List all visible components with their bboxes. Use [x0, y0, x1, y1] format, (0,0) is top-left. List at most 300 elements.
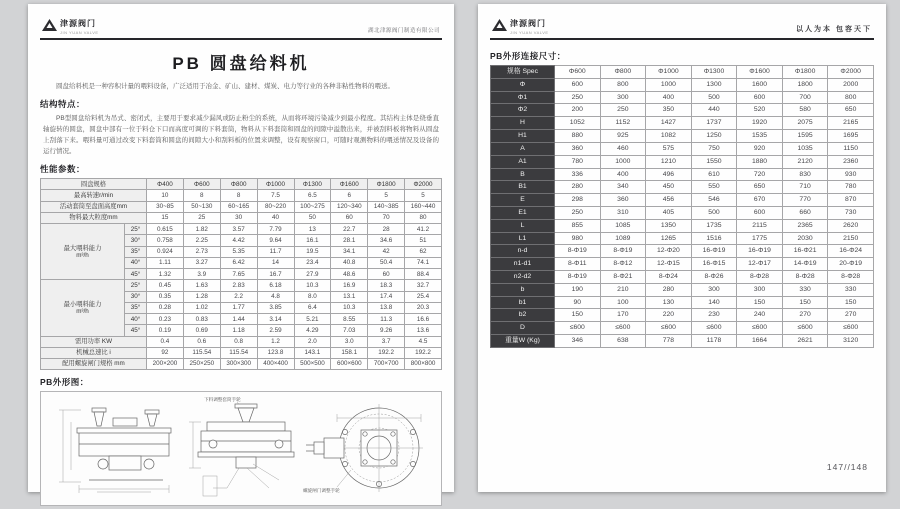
data-cell: 500	[691, 206, 737, 219]
data-cell: 770	[782, 194, 828, 207]
data-cell: 1695	[828, 130, 874, 143]
table-row	[491, 104, 874, 117]
data-cell: 330	[782, 283, 828, 296]
dimensions-heading: PB外形连接尺寸：	[490, 51, 566, 61]
data-cell: 140~385	[368, 201, 405, 212]
data-cell: 34.1	[331, 246, 368, 257]
column-header: Φ1000	[646, 66, 692, 79]
data-cell: 40.8	[331, 257, 368, 268]
table-row	[491, 168, 874, 181]
data-cell: 0.758	[147, 235, 184, 246]
data-cell: 6.5	[294, 190, 331, 201]
row-header: 配用螺旋闸门规格 mm	[41, 358, 147, 369]
row-header: E1	[491, 206, 555, 219]
row-header: b	[491, 283, 555, 296]
row-header: b1	[491, 296, 555, 309]
data-cell: 50~130	[183, 201, 220, 212]
data-cell: 610	[691, 168, 737, 181]
data-cell: 1.77	[220, 302, 257, 313]
data-cell: 1035	[782, 142, 828, 155]
data-cell: 800	[600, 78, 646, 91]
data-cell: 50	[294, 212, 331, 223]
data-cell: 100~275	[294, 201, 331, 212]
data-cell: 8-Φ12	[600, 258, 646, 271]
table-row	[491, 296, 874, 309]
data-cell: 13	[294, 224, 331, 235]
data-cell: 340	[600, 181, 646, 194]
data-cell: 2150	[828, 232, 874, 245]
data-cell: 2000	[828, 78, 874, 91]
row-header: 最高转速r/min	[41, 190, 147, 201]
row-header: A	[491, 142, 555, 155]
data-cell: 100	[600, 296, 646, 309]
data-cell: 5.21	[294, 314, 331, 325]
data-cell: 190	[555, 283, 601, 296]
intro-paragraph: 圆盘给料机是一种容积计量的喂料设备，广泛适用于冶金、矿山、建材、煤炭、电力等行业的各种非粘性物料的喂送。	[56, 83, 394, 90]
data-cell: 4.8	[257, 291, 294, 302]
data-cell: 730	[828, 206, 874, 219]
data-cell: ≤600	[646, 322, 692, 335]
data-cell: 360	[555, 142, 601, 155]
data-cell: 405	[646, 206, 692, 219]
data-cell: 23.4	[294, 257, 331, 268]
drawing-annotation-right: 螺旋闸门调整手轮	[303, 488, 340, 494]
features-paragraph: PB型圆盘给料机为吊式、密闭式，主要用于要求减少漏风或防止粉尘的系统，从而将环境污染减少到最小程度。其结构主体是绕垂直轴旋转的圆盘，圆盘中部有一位于料仓下口而高度可调的下料套筒，物料从下料套筒和圆盘的间隙中溢散出来，并被刮料板将物料从圆盘上刮落下来。喂料量可通过改变下料套筒和圆盘的间隙大小和刮料板的位置来调整，设有观察窗口，可随时观测物料的喂送情况及设备的运行情况。	[43, 115, 439, 156]
data-cell: 270	[828, 309, 874, 322]
data-cell: 925	[600, 130, 646, 143]
data-cell: 16.6	[405, 314, 442, 325]
data-cell: 6.18	[257, 280, 294, 291]
data-cell: 120~340	[331, 201, 368, 212]
data-cell: 460	[600, 142, 646, 155]
data-cell: 60	[368, 269, 405, 280]
data-cell: 13.6	[405, 325, 442, 336]
data-cell: 1.63	[183, 280, 220, 291]
logo-subtext: JIN YUAN VALVE	[60, 30, 99, 35]
angle-cell: 25°	[125, 280, 147, 291]
data-cell: 12-Φ17	[737, 258, 783, 271]
data-cell: 700	[782, 91, 828, 104]
data-cell: 2.73	[183, 246, 220, 257]
data-cell: 280	[646, 283, 692, 296]
data-cell: 650	[737, 181, 783, 194]
table-row	[491, 219, 874, 232]
data-cell: 30~85	[147, 201, 184, 212]
data-cell: 28.1	[331, 235, 368, 246]
data-cell: 80~220	[257, 201, 294, 212]
data-cell: 0.35	[147, 291, 184, 302]
data-cell: 670	[737, 194, 783, 207]
data-cell: 70	[368, 212, 405, 223]
data-cell: 16-Φ19	[691, 245, 737, 258]
data-cell: 2030	[782, 232, 828, 245]
data-cell: 8-Φ28	[782, 271, 828, 284]
data-cell: 150	[555, 309, 601, 322]
data-cell: 5	[368, 190, 405, 201]
logo-triangle-icon	[42, 19, 57, 31]
performance-heading: 性能参数：	[40, 164, 86, 175]
data-cell: 210	[600, 283, 646, 296]
table-row	[491, 130, 874, 143]
data-cell: 92	[147, 347, 184, 358]
row-header: n2-d2	[491, 271, 555, 284]
table-row	[41, 280, 442, 291]
column-header: Φ600	[555, 66, 601, 79]
data-cell: 1.11	[147, 257, 184, 268]
data-cell: 62	[405, 246, 442, 257]
data-cell: 1150	[828, 142, 874, 155]
data-cell: 8.0	[294, 291, 331, 302]
table-row	[491, 91, 874, 104]
data-cell: 1427	[646, 117, 692, 130]
data-cell: 520	[737, 104, 783, 117]
data-cell: 2365	[782, 219, 828, 232]
data-cell: 3.27	[183, 257, 220, 268]
data-cell: 3.0	[331, 336, 368, 347]
data-cell: ≤600	[828, 322, 874, 335]
data-cell: 2360	[828, 155, 874, 168]
data-cell: 2620	[828, 219, 874, 232]
data-cell: 3.7	[368, 336, 405, 347]
column-header: Φ800	[600, 66, 646, 79]
data-cell: 1.2	[257, 336, 294, 347]
data-cell: 34.6	[368, 235, 405, 246]
data-cell: 3120	[828, 335, 874, 348]
page-header	[40, 10, 442, 40]
data-cell: 30	[220, 212, 257, 223]
row-header: 物料最大粒度mm	[41, 212, 147, 223]
brand-logo	[42, 14, 99, 35]
catalog-page-left	[28, 4, 454, 492]
logo-subtext: JIN YUAN VALVE	[510, 30, 549, 35]
table-row	[491, 142, 874, 155]
data-cell: 41.2	[405, 224, 442, 235]
angle-cell: 30°	[125, 291, 147, 302]
data-cell: 855	[555, 219, 601, 232]
data-cell: 2621	[782, 335, 828, 348]
table-row	[491, 232, 874, 245]
table-row	[491, 181, 874, 194]
data-cell: 8-Φ19	[555, 271, 601, 284]
data-cell: 16.1	[294, 235, 331, 246]
table-row	[491, 206, 874, 219]
data-cell: 8-Φ28	[737, 271, 783, 284]
logo-triangle-icon	[492, 19, 507, 31]
data-cell: 800×800	[405, 358, 442, 369]
data-cell: 1085	[600, 219, 646, 232]
data-cell: 880	[555, 130, 601, 143]
data-cell: 2.0	[294, 336, 331, 347]
table-row	[491, 245, 874, 258]
data-cell: 2075	[782, 117, 828, 130]
data-cell: 16-Φ24	[828, 245, 874, 258]
data-cell: 150	[828, 296, 874, 309]
data-cell: 8-Φ21	[600, 271, 646, 284]
angle-cell: 30°	[125, 235, 147, 246]
data-cell: 8-Φ11	[555, 258, 601, 271]
data-cell: 9.64	[257, 235, 294, 246]
data-cell: 4.42	[220, 235, 257, 246]
data-cell: 580	[782, 104, 828, 117]
angle-cell: 35°	[125, 302, 147, 313]
data-cell: 600	[737, 91, 783, 104]
column-header: Φ1300	[294, 179, 331, 190]
data-cell: 496	[646, 168, 692, 181]
drawing-annotation-top: 下料调整套筒手轮	[204, 397, 241, 403]
table-row	[491, 322, 874, 335]
data-cell: 1178	[691, 335, 737, 348]
catalog-page-right	[478, 4, 886, 492]
angle-cell: 40°	[125, 314, 147, 325]
row-header: A1	[491, 155, 555, 168]
data-cell: 7.79	[257, 224, 294, 235]
data-cell: 550	[691, 181, 737, 194]
company-name: 湖北津源阀门制造有限公司	[367, 28, 440, 34]
data-cell: 638	[600, 335, 646, 348]
data-cell: 8.55	[331, 314, 368, 325]
data-cell: 74.1	[405, 257, 442, 268]
data-cell: 920	[737, 142, 783, 155]
data-cell: 1880	[737, 155, 783, 168]
data-cell: 143.1	[294, 347, 331, 358]
data-cell: 12-Φ15	[646, 258, 692, 271]
page-number: 147//148	[826, 462, 868, 472]
data-cell: 575	[646, 142, 692, 155]
data-cell: 5.35	[220, 246, 257, 257]
data-cell: 1152	[600, 117, 646, 130]
data-cell: 1089	[600, 232, 646, 245]
data-cell: 16-Φ21	[782, 245, 828, 258]
row-header: Φ	[491, 78, 555, 91]
data-cell: 456	[646, 194, 692, 207]
row-header: n1-d1	[491, 258, 555, 271]
row-header: L1	[491, 232, 555, 245]
data-cell: 3.57	[220, 224, 257, 235]
data-cell: 88.4	[405, 269, 442, 280]
table-row	[491, 283, 874, 296]
column-header: Φ1600	[737, 66, 783, 79]
angle-cell: 45°	[125, 269, 147, 280]
data-cell: 1.44	[220, 314, 257, 325]
data-cell: 1082	[646, 130, 692, 143]
row-header: 活动套筒至盘面高度mm	[41, 201, 147, 212]
table-row	[491, 155, 874, 168]
column-header: Φ600	[183, 179, 220, 190]
row-header: B	[491, 168, 555, 181]
data-cell: 1775	[737, 232, 783, 245]
data-cell: 6	[331, 190, 368, 201]
data-cell: 9.26	[368, 325, 405, 336]
data-cell: 346	[555, 335, 601, 348]
data-cell: 60	[331, 212, 368, 223]
data-cell: 2.25	[183, 235, 220, 246]
row-header-group: 最小喂料能力 m³/h	[41, 280, 125, 336]
data-cell: 220	[646, 309, 692, 322]
page-header	[490, 10, 874, 40]
data-cell: 32.7	[405, 280, 442, 291]
logo-text: 津源阀门	[60, 19, 96, 28]
data-cell: 1664	[737, 335, 783, 348]
data-cell: 1516	[691, 232, 737, 245]
row-header: 重量W (Kg)	[491, 335, 555, 348]
data-cell: 250	[600, 104, 646, 117]
data-cell: 7.65	[220, 269, 257, 280]
data-cell: 0.83	[183, 314, 220, 325]
data-cell: 115.54	[220, 347, 257, 358]
data-cell: ≤600	[782, 322, 828, 335]
row-header: H1	[491, 130, 555, 143]
outline-drawing	[41, 392, 441, 504]
table-row	[491, 78, 874, 91]
data-cell: 13.1	[331, 291, 368, 302]
data-cell: 1.32	[147, 269, 184, 280]
data-cell: 870	[828, 194, 874, 207]
data-cell: 8-Φ24	[646, 271, 692, 284]
data-cell: 1920	[737, 117, 783, 130]
column-header: Φ2000	[828, 66, 874, 79]
data-cell: 8-Φ26	[691, 271, 737, 284]
angle-cell: 35°	[125, 246, 147, 257]
data-cell: 200×200	[147, 358, 184, 369]
data-cell: 546	[691, 194, 737, 207]
data-cell: 440	[691, 104, 737, 117]
data-cell: 400	[600, 168, 646, 181]
brand-logo	[492, 14, 549, 35]
data-cell: 6.42	[220, 257, 257, 268]
data-cell: 1600	[737, 78, 783, 91]
table-row	[491, 258, 874, 271]
table-row	[491, 335, 874, 348]
data-cell: 17.4	[368, 291, 405, 302]
table-row	[491, 194, 874, 207]
data-cell: 600	[737, 206, 783, 219]
data-cell: 1052	[555, 117, 601, 130]
data-cell: 4.5	[405, 336, 442, 347]
data-cell: 160~440	[405, 201, 442, 212]
data-cell: 8-Φ19	[600, 245, 646, 258]
data-cell: 192.2	[405, 347, 442, 358]
data-cell: 750	[691, 142, 737, 155]
data-cell: 6.4	[294, 302, 331, 313]
data-cell: 2.2	[220, 291, 257, 302]
data-cell: 0.19	[147, 325, 184, 336]
data-cell: 250×250	[183, 358, 220, 369]
data-cell: 42	[368, 246, 405, 257]
data-cell: 123.8	[257, 347, 294, 358]
data-cell: 0.45	[147, 280, 184, 291]
column-header: Φ400	[147, 179, 184, 190]
column-header: Φ1600	[331, 179, 368, 190]
table-row	[41, 336, 442, 347]
data-cell: 12-Φ20	[646, 245, 692, 258]
data-cell: 360	[600, 194, 646, 207]
data-cell: 720	[737, 168, 783, 181]
data-cell: 0.28	[147, 302, 184, 313]
data-cell: 10	[147, 190, 184, 201]
data-cell: 800	[828, 91, 874, 104]
data-cell: 19.5	[294, 246, 331, 257]
data-cell: 980	[555, 232, 601, 245]
row-header: Φ2	[491, 104, 555, 117]
data-cell: 930	[828, 168, 874, 181]
data-cell: 600	[555, 78, 601, 91]
angle-cell: 40°	[125, 257, 147, 268]
data-cell: 1737	[691, 117, 737, 130]
data-cell: 300×300	[220, 358, 257, 369]
data-cell: 18.3	[368, 280, 405, 291]
data-cell: 7.03	[331, 325, 368, 336]
data-cell: 150	[782, 296, 828, 309]
data-cell: 250	[555, 91, 601, 104]
data-cell: 13.8	[368, 302, 405, 313]
data-cell: 2115	[737, 219, 783, 232]
data-cell: ≤600	[600, 322, 646, 335]
table-row	[491, 309, 874, 322]
data-cell: 1000	[646, 78, 692, 91]
data-cell: 240	[737, 309, 783, 322]
row-header: 圆盘规格	[41, 179, 147, 190]
data-cell: 3.14	[257, 314, 294, 325]
dimensions-table	[490, 65, 874, 348]
data-cell: 1300	[691, 78, 737, 91]
data-cell: 11.3	[368, 314, 405, 325]
data-cell: 0.924	[147, 246, 184, 257]
data-cell: 450	[646, 181, 692, 194]
data-cell: 16-Φ19	[737, 245, 783, 258]
data-cell: 300	[737, 283, 783, 296]
data-cell: 2165	[828, 117, 874, 130]
table-row	[41, 212, 442, 223]
data-cell: 298	[555, 194, 601, 207]
data-cell: 130	[646, 296, 692, 309]
data-cell: 48.6	[331, 269, 368, 280]
data-cell: 90	[555, 296, 601, 309]
data-cell: 1.18	[220, 325, 257, 336]
data-cell: 1000	[600, 155, 646, 168]
row-header: D	[491, 322, 555, 335]
data-cell: 27.9	[294, 269, 331, 280]
data-cell: 1735	[691, 219, 737, 232]
data-cell: 778	[646, 335, 692, 348]
data-cell: 1.02	[183, 302, 220, 313]
data-cell: 14-Φ19	[782, 258, 828, 271]
data-cell: 280	[555, 181, 601, 194]
data-cell: 660	[782, 206, 828, 219]
data-cell: 16-Φ15	[691, 258, 737, 271]
data-cell: 20.3	[405, 302, 442, 313]
data-cell: 170	[600, 309, 646, 322]
company-motto: 以人为本 包容天下	[796, 26, 872, 33]
data-cell: 25.4	[405, 291, 442, 302]
row-header-group: 最大喂料能力 m³/h	[41, 224, 125, 280]
data-cell: 16.7	[257, 269, 294, 280]
data-cell: 2.83	[220, 280, 257, 291]
column-header: Φ1000	[257, 179, 294, 190]
data-cell: 336	[555, 168, 601, 181]
data-cell: 700×700	[368, 358, 405, 369]
table-row	[491, 271, 874, 284]
data-cell: 28	[368, 224, 405, 235]
data-cell: 330	[828, 283, 874, 296]
row-header: L	[491, 219, 555, 232]
data-cell: 1265	[646, 232, 692, 245]
data-cell: 7.5	[257, 190, 294, 201]
data-cell: 200	[555, 104, 601, 117]
angle-cell: 45°	[125, 325, 147, 336]
data-cell: 1210	[646, 155, 692, 168]
data-cell: 350	[646, 104, 692, 117]
data-cell: 230	[691, 309, 737, 322]
